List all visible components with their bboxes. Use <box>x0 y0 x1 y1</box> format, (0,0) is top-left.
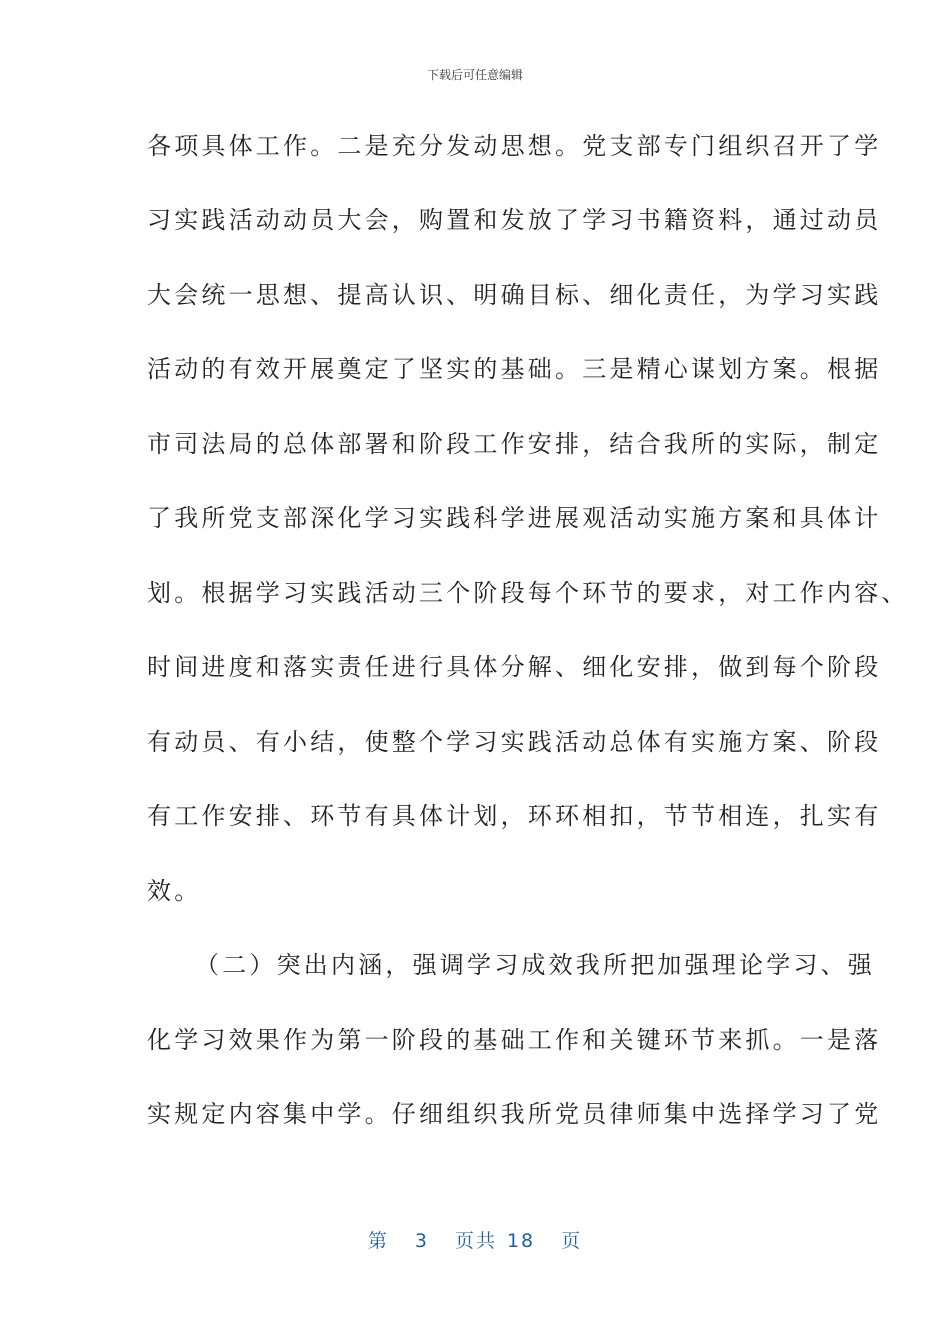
text-line: 实规定内容集中学。仔细组织我所党员律师集中选择学习了党 <box>147 1100 882 1128</box>
footer-prefix: 第 <box>367 1230 389 1252</box>
footer-middle: 页共 <box>454 1230 497 1252</box>
text-line: 大会统一思想、提高认识、明确目标、细化责任，为学习实践 <box>147 281 882 309</box>
text-line: 习实践活动动员大会，购置和发放了学习书籍资料，通过动员 <box>147 206 882 234</box>
page-footer <box>0 1226 950 1253</box>
text-line: 了我所党支部深化学习实践科学进展观活动实施方案和具体计 <box>147 504 882 532</box>
total-pages-number: 18 <box>506 1230 536 1252</box>
text-line: 活动的有效开展奠定了坚实的基础。三是精心谋划方案。根据 <box>147 355 882 383</box>
footer-suffix: 页 <box>561 1230 583 1252</box>
text-line: 时间进度和落实责任进行具体分解、细化安排，做到每个阶段 <box>147 653 882 681</box>
text-line: 有工作安排、环节有具体计划，环环相扣，节节相连，扎实有 <box>147 802 882 830</box>
text-line: 有动员、有小结，使整个学习实践活动总体有实施方案、阶段 <box>147 728 882 756</box>
text-line: 划。根据学习实践活动三个阶段每个环节的要求，对工作内容、 <box>147 579 909 607</box>
current-page-number: 3 <box>414 1230 429 1252</box>
text-line: 市司法局的总体部署和阶段工作安排，结合我所的实际，制定 <box>147 430 882 458</box>
header-note: 下载后可任意编辑 <box>426 68 523 82</box>
text-line: 效。 <box>147 877 202 905</box>
paragraph-first-line: （二）突出内涵，强调学习成效我所把加强理论学习、强 <box>195 951 875 979</box>
text-line: 各项具体工作。二是充分发动思想。党支部专门组织召开了学 <box>147 132 882 160</box>
text-line: 化学习效果作为第一阶段的基础工作和关键环节来抓。一是落 <box>147 1026 882 1054</box>
